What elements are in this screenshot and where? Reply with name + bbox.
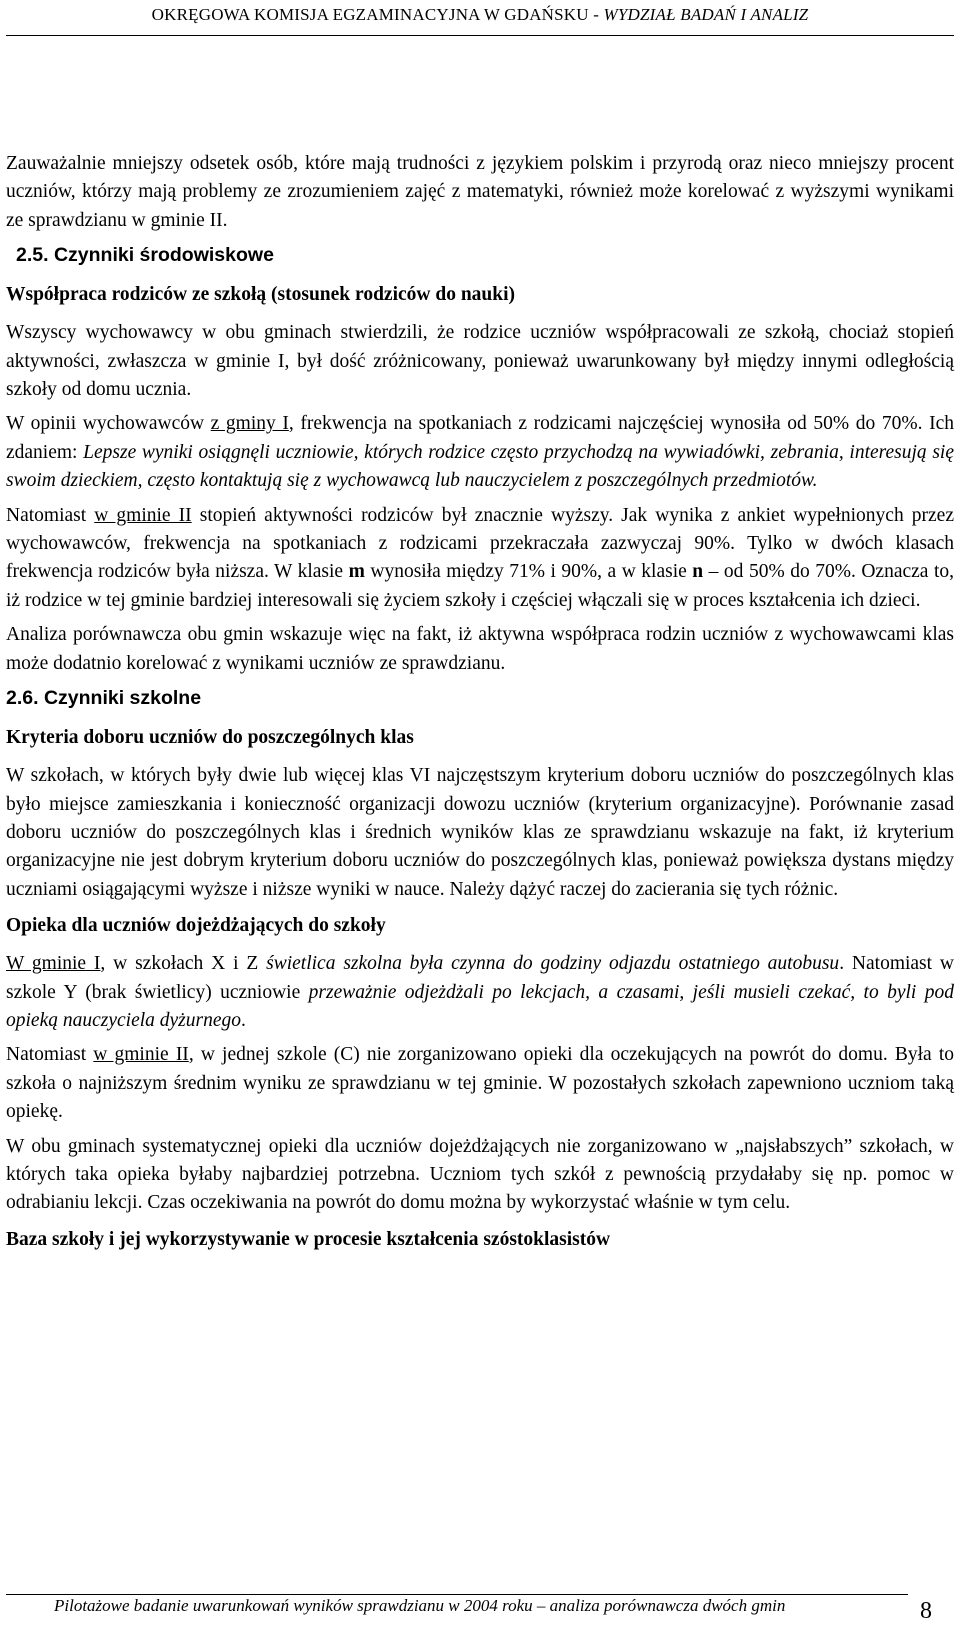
class-n-label: n: [692, 561, 704, 583]
subheading-commuter-care: Opieka dla uczniów dojeżdżających do szkoły: [6, 915, 386, 937]
page-number: 8: [920, 1598, 932, 1624]
paragraph-both-gminas-care: W obu gminach systematycznej opieki dla uczniów dojeżdżających nie zorganizowano w „najsłabszych” szkołach, w których taka opieka byłaby najbardziej potrzebna. Uczniom tych szkół z pewnością przydałaby się np. pomoc w odrabianiu lekcji. Czas oczekiwania na powrót do domu można by wykorzystać właśnie w tym celu.: [6, 1135, 954, 1214]
text-run: W opinii wychowawców: [6, 413, 211, 435]
underlined-gmina-1: W gminie I: [6, 953, 101, 975]
text-run: , w szkołach X i Z: [100, 953, 267, 975]
italic-quote: Lepsze wyniki osiągnęli uczniowie, których rodzice często przychodzą na wywiadówki, zebrania, interesują się swoim dzieckiem, często kontaktują się z wychowawcą lub nauczycielem z poszczególnych przedmiotów.: [6, 441, 954, 492]
text-run: wynosiła między 71% i 90%, a w klasie: [364, 561, 693, 583]
underlined-gmina-2: w gminie II: [94, 504, 192, 526]
text-run: Natomiast: [6, 504, 95, 526]
subheading-class-criteria: Kryteria doboru uczniów do poszczególnych klas: [6, 727, 414, 749]
paragraph-gmina-2-care: [6, 1041, 954, 1126]
page-footer: [0, 1582, 960, 1622]
paragraph-intro: Zauważalnie mniejszy odsetek osób, które mają trudności z językiem polskim i przyrodą oraz nieco mniejszy procent uczniów, którzy mają problemy ze zrozumieniem zajęć z matematyki, również może korelować z wyższymi wynikami ze sprawdzianu w gminie II.: [6, 153, 954, 231]
text-run: stopień aktywności rodziców był znacznie wyższy. Jak wynika z ankiet wypełnionych przez wychowawców, frekwencja na spotkaniach z rodzicami przekraczała zazwyczaj 90%. Tylko w dwóch klasach frekwencja rodziców była niższa. W klasie: [6, 504, 954, 583]
paragraph-comparison: Analiza porównawcza obu gmin wskazuje więc na fakt, iż aktywna współpraca rodzin uczniów z wychowawcami klas może dodatnio korelować z wynikami uczniów ze sprawdzianu.: [6, 624, 954, 674]
text-run: , w jednej szkole (C) nie zorganizowano opieki dla oczekujących na powrót do domu. Była to szkoła o najniższym średnim wyniku ze sprawdzianu w tej gminie. W pozostałych szkołach zapewniono uczniom taką opiekę.: [6, 1044, 954, 1123]
paragraph-gmina-1-opinion: [6, 410, 954, 495]
underlined-gmina-1: z gminy I: [210, 413, 289, 435]
section-heading-2-6: 2.6. Czynniki szkolne: [6, 687, 202, 710]
class-m-label: m: [348, 561, 365, 583]
header-department: WYDZIAŁ BADAŃ I ANALIZ: [603, 5, 809, 24]
paragraph-gmina-1-care: [6, 950, 954, 1035]
footer-rule: [6, 1594, 908, 1595]
subheading-parent-cooperation: Współpraca rodziców ze szkołą (stosunek rodziców do nauki): [6, 284, 516, 306]
footer-title: Pilotażowe badanie uwarunkowań wyników sprawdzianu w 2004 roku – analiza porównawcza dwóch gmin: [54, 1596, 786, 1615]
header-rule: [6, 35, 954, 36]
italic-quote: świetlica szkolna była czynna do godziny odjazdu ostatniego autobusu: [266, 953, 840, 975]
section-heading-2-5: 2.5. Czynniki środowiskowe: [16, 244, 274, 267]
paragraph-gmina-2-activity: [6, 502, 954, 616]
page-header: [0, 0, 960, 36]
italic-quote: przeważnie odjeżdżali po lekcjach, a czasami, jeśli musieli czekać, to byli pod opieką nauczyciela dyżurnego: [6, 981, 954, 1031]
underlined-gmina-2: w gminie II: [93, 1044, 189, 1066]
text-run: . Natomiast w szkole Y (brak świetlicy) uczniowie: [6, 953, 955, 1003]
text-run: – od 50% do 70%. Oznacza to, iż rodzice w tej gminie bardziej interesowali się życiem szkoły i częściej włączali się w proces kształcenia ich dzieci.: [6, 561, 955, 611]
text-run: Natomiast: [6, 1044, 94, 1066]
document-body: [6, 150, 954, 1264]
paragraph-class-criteria: W szkołach, w których były dwie lub więcej klas VI najczęstszym kryterium doboru uczniów do poszczególnych klas było miejsce zamieszkania i konieczność organizacji dowozu uczniów (kryterium organizacyjne). Porównanie zasad doboru uczniów do poszczególnych klas i średnich wyników klas ze sprawdzianu wskazuje na fakt, iż kryterium organizacyjne nie jest dobrym kryterium doboru uczniów do poszczególnych klas, ponieważ powiększa dystans między uczniami osiągającymi wyższe i niższe wyniki w nauce. Należy dążyć raczej do zacierania się tych różnic.: [6, 765, 954, 900]
text-run: , frekwencja na spotkaniach z rodzicami najczęściej wynosiła od 50% do 70%. Ich zdaniem:: [6, 413, 954, 463]
paragraph-parents-all: Wszyscy wychowawcy w obu gminach stwierdzili, że rodzice uczniów współpracowali ze szkołą, chociaż stopień aktywności, zwłaszcza w gminie I, był dość zróżnicowany, ponieważ uwarunkowany był między innymi odległością szkoły od domu ucznia.: [6, 322, 954, 401]
text-run: .: [241, 1009, 246, 1031]
header-institution: OKRĘGOWA KOMISJA EGZAMINACYJNA W GDAŃSKU -: [151, 5, 604, 24]
subheading-school-base: Baza szkoły i jej wykorzystywanie w procesie kształcenia szóstoklasistów: [6, 1228, 611, 1250]
